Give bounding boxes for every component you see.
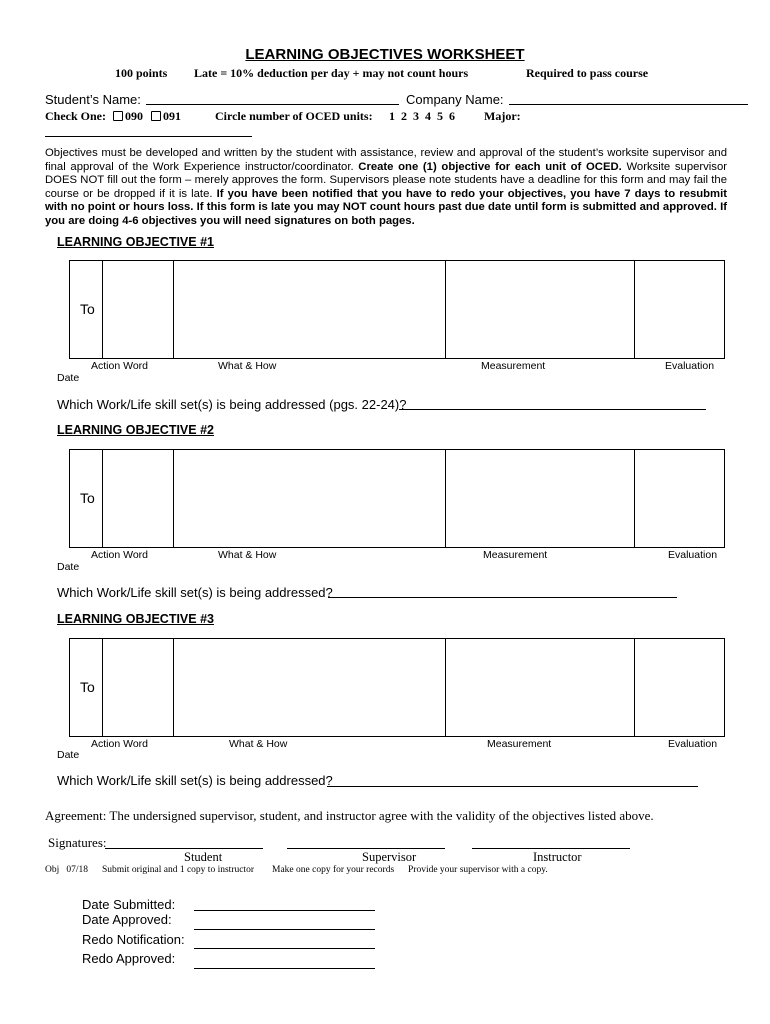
objective-1-date: Date xyxy=(57,372,80,384)
objective-2-what-how: What & How xyxy=(218,549,277,561)
instructions-text-4: If you have been notified that you have to redo your objectives, you have 7 days to resubmit with no point or hours loss. If this form is late you may NOT count hours past due date until form is submitted and approved. If you are doing 4-6 objectives you will need signatures on both pages. xyxy=(45,187,727,227)
objective-3-heading: LEARNING OBJECTIVE #3 xyxy=(57,612,214,626)
objective-2-skill-field[interactable] xyxy=(328,597,677,598)
instructor-signature-line[interactable] xyxy=(472,848,630,849)
student-signature-caption: Student xyxy=(184,850,223,864)
objective-1-heading: LEARNING OBJECTIVE #1 xyxy=(57,235,214,249)
agreement-text: Agreement: The undersigned supervisor, student, and instructor agree with the validity of the objectives listed above. xyxy=(45,808,654,823)
page-title: LEARNING OBJECTIVES WORKSHEET xyxy=(245,46,525,63)
objective-2-box xyxy=(69,449,725,548)
objective-1-question: Which Work/Life skill set(s) is being addressed (pgs. 22-24)? xyxy=(57,397,407,412)
objective-3-box xyxy=(69,638,725,737)
option-090-label: 090 xyxy=(125,109,143,123)
signatures-label: Signatures: xyxy=(48,835,107,850)
objective-1-measurement: Measurement xyxy=(481,360,546,372)
student-name-label: Student’s Name: xyxy=(45,92,141,107)
objective-3-to: To xyxy=(80,679,95,695)
objective-3-date: Date xyxy=(57,749,80,761)
instructions-text-2: Create one (1) objective for each unit of OCED. xyxy=(358,160,622,173)
oced-units-label: Circle number of OCED units: xyxy=(215,109,373,123)
objective-2-measurement: Measurement xyxy=(483,549,548,561)
instructions-text-1: Objectives must be developed and written by the student with assistance, review and approval of the student’s worksite supervisor and final approval of the Work Experience instructor/coordinator. xyxy=(45,147,727,173)
instructor-signature-caption: Instructor xyxy=(533,850,582,864)
objective-2-action-word: Action Word xyxy=(91,549,148,561)
form-code: Obj 07/18 xyxy=(45,865,89,875)
company-name-field[interactable] xyxy=(509,104,748,105)
objective-2-date: Date xyxy=(57,561,80,573)
redo-approved-field[interactable] xyxy=(194,968,375,969)
check-one-label: Check One: xyxy=(45,109,106,123)
redo-notification-field[interactable] xyxy=(194,948,375,949)
objective-1-what-how: What & How xyxy=(218,360,277,372)
objective-1-box xyxy=(69,260,725,359)
date-approved-label: Date Approved: xyxy=(82,912,172,927)
objective-1-to: To xyxy=(80,301,95,317)
redo-approved-label: Redo Approved: xyxy=(82,951,176,966)
date-submitted-field[interactable] xyxy=(194,910,375,911)
student-name-field[interactable] xyxy=(146,104,399,105)
objective-3-question: Which Work/Life skill set(s) is being addressed? xyxy=(57,773,333,788)
redo-notification-label: Redo Notification: xyxy=(82,932,185,947)
objective-3-evaluation: Evaluation xyxy=(668,738,718,750)
points-label: 100 points xyxy=(115,66,168,80)
major-field[interactable] xyxy=(45,136,252,137)
objective-2-evaluation: Evaluation xyxy=(668,549,718,561)
instructions-text-3: Worksite supervisor DOES NOT fill out the form – merely approves the form. Supervisors please note students have a deadline for this form and may fail the course or be dropped if it is late. xyxy=(45,160,727,200)
objective-1-action-word: Action Word xyxy=(91,360,148,372)
major-label: Major: xyxy=(484,109,521,123)
instructions-paragraph xyxy=(45,147,727,229)
date-approved-field[interactable] xyxy=(194,929,375,930)
supervisor-signature-caption: Supervisor xyxy=(362,850,417,864)
oced-units-options[interactable]: 1 2 3 4 5 6 xyxy=(389,109,455,123)
option-091-label: 091 xyxy=(163,109,181,123)
objective-3-action-word: Action Word xyxy=(91,738,148,750)
objective-2-to: To xyxy=(80,490,95,506)
footer-note-submit: Submit original and 1 copy to instructor xyxy=(102,865,254,875)
late-policy: Late = 10% deduction per day + may not count hours xyxy=(194,66,469,80)
checkbox-090[interactable] xyxy=(113,111,123,121)
objective-2-heading: LEARNING OBJECTIVE #2 xyxy=(57,423,214,437)
company-name-label: Company Name: xyxy=(406,92,504,107)
footer-note-supervisor: Provide your supervisor with a copy. xyxy=(408,865,548,875)
student-signature-line[interactable] xyxy=(105,848,263,849)
date-submitted-label: Date Submitted: xyxy=(82,897,176,912)
objective-3-measurement: Measurement xyxy=(487,738,552,750)
objective-2-question: Which Work/Life skill set(s) is being addressed? xyxy=(57,585,333,600)
checkbox-091[interactable] xyxy=(151,111,161,121)
supervisor-signature-line[interactable] xyxy=(287,848,445,849)
footer-note-copy: Make one copy for your records xyxy=(272,865,395,875)
check-one-row xyxy=(45,109,181,124)
objective-3-what-how: What & How xyxy=(229,738,288,750)
objective-1-skill-field[interactable] xyxy=(399,409,706,410)
objective-3-skill-field[interactable] xyxy=(327,786,698,787)
required-note: Required to pass course xyxy=(526,66,649,80)
objective-1-evaluation: Evaluation xyxy=(665,360,715,372)
